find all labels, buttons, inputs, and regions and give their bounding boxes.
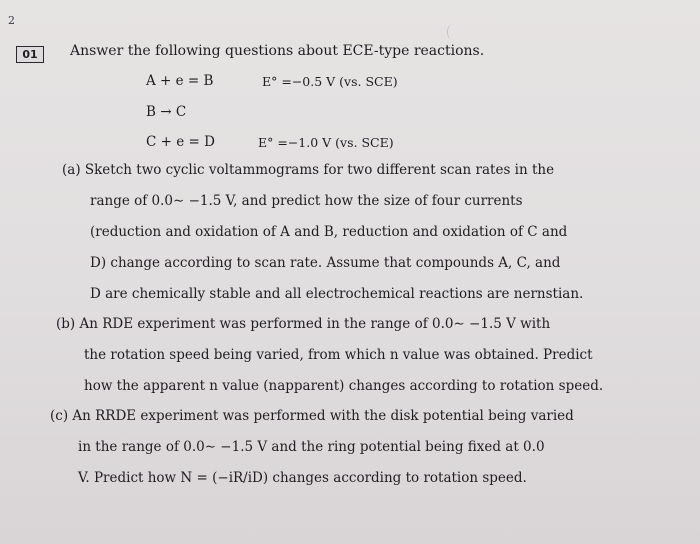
part-c-line-1: (c) An RRDE experiment was performed with the disk potential being varied <box>50 408 574 424</box>
question-number-box: 01 <box>16 46 44 63</box>
reaction-2-equation: B → C <box>146 104 187 120</box>
part-a-line-1: (a) Sketch two cyclic voltammograms for two different scan rates in the <box>62 162 555 178</box>
part-a-line-4: D) change according to scan rate. Assume that compounds A, C, and <box>90 255 561 271</box>
question-title: Answer the following questions about ECE-type reactions. <box>70 43 485 59</box>
pen-mark <box>447 24 458 40</box>
part-a-line-2: range of 0.0∼ −1.5 V, and predict how the size of four currents <box>90 193 523 209</box>
reaction-3-potential: E° =−1.0 V (vs. SCE) <box>258 135 394 150</box>
part-b-line-2: the rotation speed being varied, from which n value was obtained. Predict <box>84 347 593 363</box>
part-a <box>62 155 628 310</box>
part-b <box>56 309 622 402</box>
part-c-line-2: in the range of 0.0∼ −1.5 V and the ring potential being fixed at 0.0 <box>78 439 545 455</box>
part-b-line-3: how the apparent n value (napparent) changes according to rotation speed. <box>84 378 604 394</box>
part-c-line-3: V. Predict how N = (−iR/iD) changes according to rotation speed. <box>78 470 527 486</box>
reaction-1-equation: A + e = B <box>146 73 214 89</box>
part-a-line-3: (reduction and oxidation of A and B, reduction and oxidation of C and <box>90 224 568 240</box>
reaction-3-equation: C + e = D <box>146 134 215 150</box>
part-a-line-5: D are chemically stable and all electrochemical reactions are nernstian. <box>90 286 584 302</box>
part-b-line-1: (b) An RDE experiment was performed in the range of 0.0∼ −1.5 V with <box>56 316 551 332</box>
reaction-1-potential: E° =−0.5 V (vs. SCE) <box>262 74 398 89</box>
corner-page-mark: 2 <box>8 14 15 27</box>
part-c <box>50 401 616 494</box>
